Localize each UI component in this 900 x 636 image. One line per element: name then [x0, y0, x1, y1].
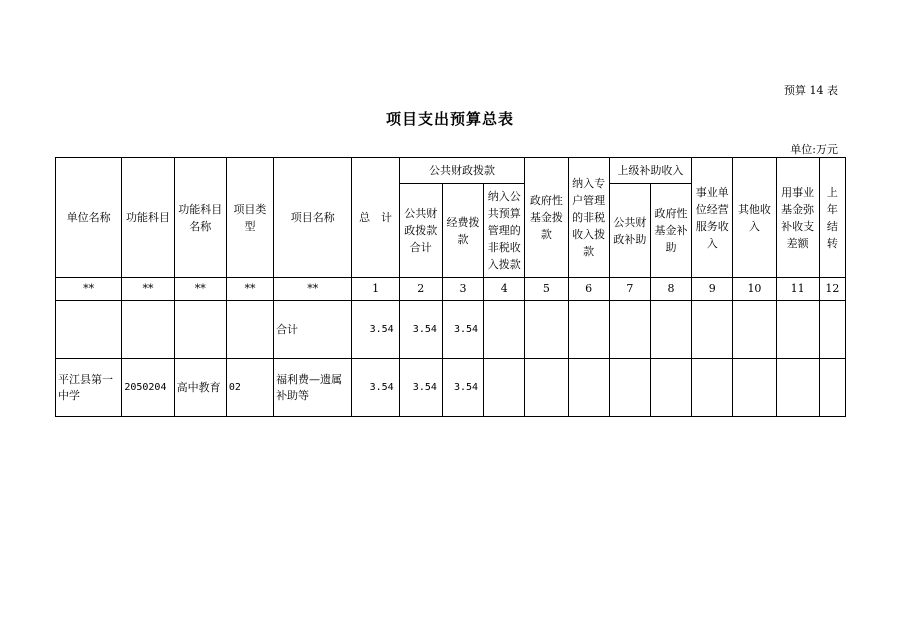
index-cell: 4	[484, 278, 525, 301]
header-public-fiscal-total: 公共财政拨款合计	[399, 184, 442, 278]
summary-empty-cell	[484, 301, 525, 359]
table-row	[56, 359, 846, 417]
index-cell: **	[274, 278, 352, 301]
cell-empty	[568, 359, 609, 417]
header-non-tax-public: 纳入公共预算管理的非税收入拨款	[484, 184, 525, 278]
index-cell: **	[56, 278, 122, 301]
index-cell: 7	[609, 278, 650, 301]
cell-project-name: 福利费—遗属补助等	[274, 359, 352, 417]
cell-empty	[819, 359, 845, 417]
header-total: 总 计	[352, 158, 399, 278]
index-cell: 10	[733, 278, 776, 301]
summary-total: 3.54	[352, 301, 399, 359]
header-special-non-tax: 纳入专户管理的非税收入拨款	[568, 158, 609, 278]
header-unit-name: 单位名称	[56, 158, 122, 278]
budget-table	[55, 157, 846, 417]
header-gov-fund: 政府性基金拨款	[525, 158, 568, 278]
summary-empty-cell	[174, 301, 226, 359]
cell-func-name: 高中教育	[174, 359, 226, 417]
summary-empty-cell	[56, 301, 122, 359]
header-superior-public: 公共财政补助	[609, 184, 650, 278]
header-project-name: 项目名称	[274, 158, 352, 278]
header-funds-allocation: 经费拨款	[442, 184, 483, 278]
cell-empty	[692, 359, 733, 417]
header-carryover: 上年结转	[819, 158, 845, 278]
summary-public-total: 3.54	[399, 301, 442, 359]
summary-row	[56, 301, 846, 359]
index-cell: 9	[692, 278, 733, 301]
summary-empty-cell	[819, 301, 845, 359]
cell-unit-name: 平江县第一中学	[56, 359, 122, 417]
index-cell: 5	[525, 278, 568, 301]
index-cell: **	[226, 278, 273, 301]
summary-empty-cell	[692, 301, 733, 359]
summary-empty-cell	[226, 301, 273, 359]
header-public-fiscal: 公共财政拨款	[399, 158, 525, 184]
index-cell: **	[174, 278, 226, 301]
header-business-income: 事业单位经营服务收入	[692, 158, 733, 278]
summary-empty-cell	[650, 301, 691, 359]
index-cell: 12	[819, 278, 845, 301]
header-superior-subsidy: 上级补助收入	[609, 158, 691, 184]
index-cell: 1	[352, 278, 399, 301]
summary-empty-cell	[525, 301, 568, 359]
summary-funds: 3.54	[442, 301, 483, 359]
header-fund-gap: 用事业基金弥补收支差额	[776, 158, 819, 278]
cell-empty	[650, 359, 691, 417]
unit-label: 单位:万元	[790, 143, 838, 156]
cell-func-code: 2050204	[122, 359, 174, 417]
page-title: 项目支出预算总表	[385, 110, 514, 128]
summary-empty-cell	[122, 301, 174, 359]
cell-funds: 3.54	[442, 359, 483, 417]
column-index-row	[56, 278, 846, 301]
cell-empty	[609, 359, 650, 417]
index-cell: 8	[650, 278, 691, 301]
index-cell: 3	[442, 278, 483, 301]
summary-empty-cell	[609, 301, 650, 359]
header-other-income: 其他收入	[733, 158, 776, 278]
index-cell: 6	[568, 278, 609, 301]
cell-empty	[776, 359, 819, 417]
header-func-subject-name: 功能科目名称	[174, 158, 226, 278]
index-cell: 11	[776, 278, 819, 301]
summary-empty-cell	[733, 301, 776, 359]
cell-empty	[484, 359, 525, 417]
header-func-subject: 功能科目	[122, 158, 174, 278]
index-cell: 2	[399, 278, 442, 301]
summary-empty-cell	[568, 301, 609, 359]
index-cell: **	[122, 278, 174, 301]
summary-empty-cell	[776, 301, 819, 359]
cell-public-total: 3.54	[399, 359, 442, 417]
cell-empty	[525, 359, 568, 417]
summary-label: 合计	[274, 301, 352, 359]
cell-total: 3.54	[352, 359, 399, 417]
cell-empty	[733, 359, 776, 417]
form-number: 预算 14 表	[784, 84, 838, 97]
header-project-type: 项目类型	[226, 158, 273, 278]
header-superior-gov-fund: 政府性基金补助	[650, 184, 691, 278]
cell-project-type: 02	[226, 359, 273, 417]
